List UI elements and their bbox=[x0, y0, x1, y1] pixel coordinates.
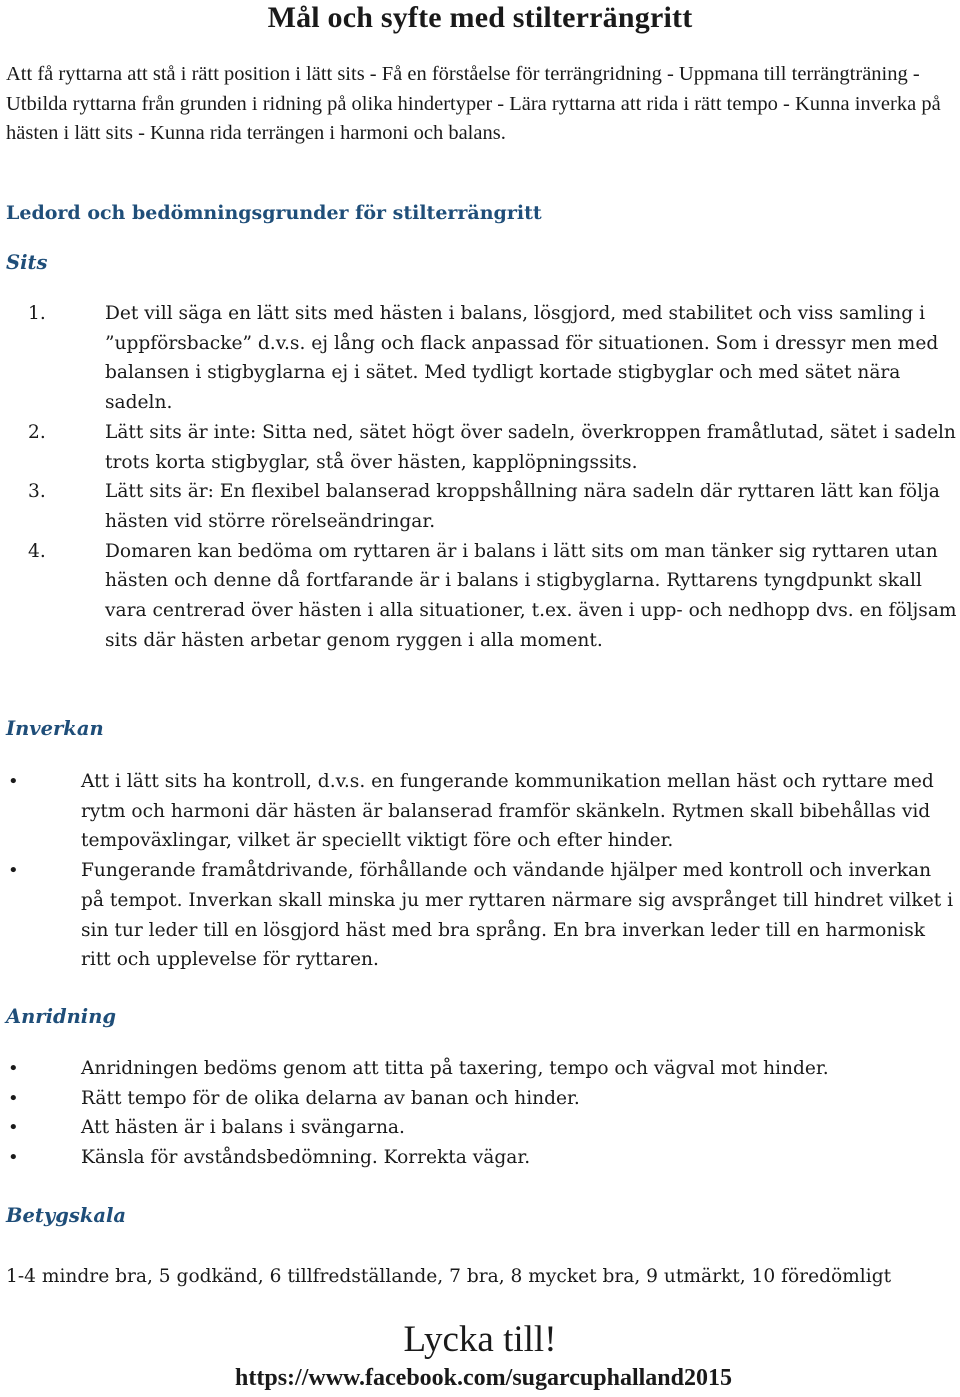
list-item-text: Rätt tempo för de olika delarna av banan och hinder. bbox=[81, 1087, 580, 1109]
list-item-text: Att hästen är i balans i svängarna. bbox=[81, 1117, 405, 1139]
bullet-icon: • bbox=[8, 771, 19, 792]
sits-item bbox=[28, 537, 958, 656]
bullet-icon: • bbox=[8, 860, 19, 882]
section-heading-ledord: Ledord och bedömningsgrunder för stilterrängritt bbox=[6, 202, 542, 224]
list-item bbox=[0, 1143, 955, 1173]
list-number: 1. bbox=[28, 303, 46, 324]
facebook-link[interactable]: https://www.facebook.com/sugarcuphalland2015 bbox=[235, 1365, 732, 1391]
bullet-icon: • bbox=[8, 1147, 19, 1169]
bullet-icon: • bbox=[8, 1058, 19, 1079]
section-heading-inverkan: Inverkan bbox=[6, 717, 104, 740]
list-item bbox=[0, 1054, 955, 1084]
closing-text: Lycka till! bbox=[403, 1319, 557, 1360]
bullet-icon: • bbox=[8, 1117, 19, 1139]
section-heading-betygskala: Betygskala bbox=[6, 1204, 127, 1227]
sits-item-text: Domaren kan bedöma om ryttaren är i balans i lätt sits om man tänker sig ryttaren utan hästen och denne då fortfarande är i balans i stigbyglarna. Ryttarens tyngdpunkt skall vara centrerad över hästen i alla situationer, t.ex. även i upp- och nedhopp dvs. en följsam sits där hästen arbetar genom ryggen i alla moment. bbox=[105, 540, 957, 651]
list-item-text: Fungerande framåtdrivande, förhållande och vändande hjälper med kontroll och inverkan på tempot. Inverkan skall minska ju mer ryttaren närmare sig avsprånget till hindret vilket i sin tur leder till en lösgjord häst med bra språng. En bra inverkan leder till en harmonisk ritt och upplevelse för ryttaren. bbox=[81, 860, 954, 971]
grading-scale-text: 1-4 mindre bra, 5 godkänd, 6 tillfredställande, 7 bra, 8 mycket bra, 9 utmärkt, 10 föredömligt bbox=[6, 1266, 892, 1287]
intro-paragraph: Att få ryttarna att stå i rätt position i lätt sits - Få en förståelse för terrängridning - Uppmana till terrängträning - Utbilda ryttarna från grunden i ridning på olika hindertyper - Lära ryttarna att rida i rätt tempo - Kunna inverka på hästen i lätt sits - Kunna rida terrängen i harmoni och balans. bbox=[6, 63, 941, 144]
list-item-text: Att i lätt sits ha kontroll, d.v.s. en fungerande kommunikation mellan häst och ryttare med rytm och harmoni där hästen är balanserad framför skänkeln. Rytmen skall bibehållas vid tempoväxlingar, vilket är speciellt viktigt före och efter hinder. bbox=[81, 771, 934, 852]
list-item bbox=[0, 1113, 955, 1143]
bullet-icon: • bbox=[8, 1087, 19, 1109]
list-number: 2. bbox=[28, 421, 46, 443]
list-number: 4. bbox=[28, 540, 46, 562]
sits-item-text: Lätt sits är inte: Sitta ned, sätet högt över sadeln, överkroppen framåtlutad, sätet i sadeln trots korta stigbyglar, stå över hästen, kapplöpningssits. bbox=[105, 421, 956, 473]
section-heading-sits: Sits bbox=[6, 251, 48, 274]
sits-numbered-list bbox=[28, 299, 958, 655]
sits-item bbox=[28, 418, 958, 477]
list-item bbox=[0, 767, 955, 856]
section-heading-anridning: Anridning bbox=[6, 1005, 117, 1028]
page-title: Mål och syfte med stilterrängritt bbox=[267, 1, 693, 34]
inverkan-bullet-list bbox=[0, 767, 955, 975]
list-number: 3. bbox=[28, 481, 46, 503]
anridning-bullet-list bbox=[0, 1054, 955, 1173]
list-item bbox=[0, 1084, 955, 1114]
sits-item bbox=[28, 477, 958, 536]
list-item-text: Känsla för avståndsbedömning. Korrekta vägar. bbox=[81, 1147, 531, 1169]
sits-item-text: Lätt sits är: En flexibel balanserad kroppshållning nära sadeln där ryttaren lätt kan följa hästen vid större rörelseändringar. bbox=[105, 481, 940, 532]
sits-item-text: Det vill säga en lätt sits med hästen i balans, lösgjord, med stabilitet och viss samling i ”uppförsbacke” d.v.s. ej lång och flack anpassad för situationen. Som i dressyr men med balansen i stigbyglarna ej i sätet. Med tydligt kortade stigbyglar och med sätet nära sadeln. bbox=[105, 303, 939, 414]
list-item bbox=[0, 856, 955, 975]
sits-item bbox=[28, 299, 958, 418]
list-item-text: Anridningen bedöms genom att titta på taxering, tempo och vägval mot hinder. bbox=[81, 1058, 829, 1079]
